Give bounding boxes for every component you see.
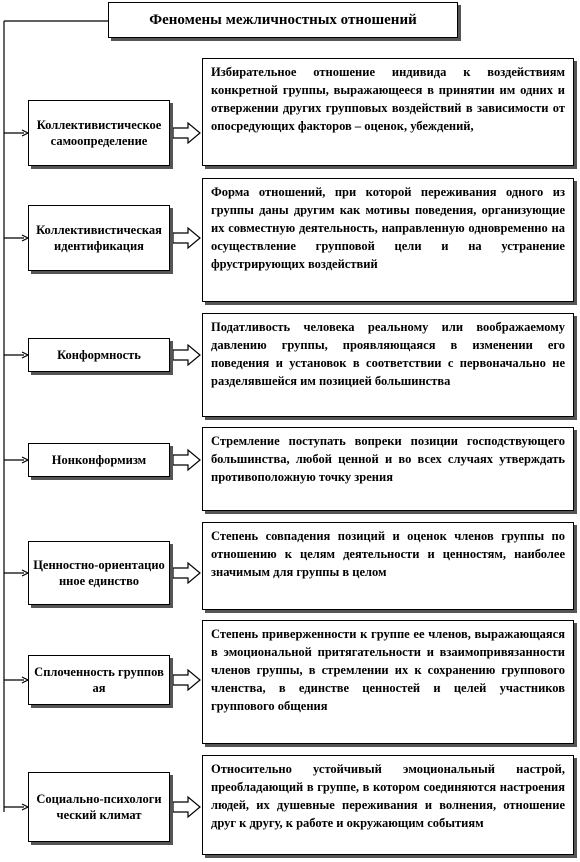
block-arrow xyxy=(173,345,200,365)
block-arrow xyxy=(173,563,200,583)
definition-box-nonconformism: Стремление поступать вопреки позиции господствующего большинства, любой ценной и во всех случаях утверждать противоположную точку зрения xyxy=(202,427,574,511)
phenomenon-box-conformity: Конформность xyxy=(28,338,170,372)
definition-box-group-cohesion: Степень приверженности к группе ее членов, выражающаяся в эмоциональной притягательности и взаимопривязанности членов группы, в стремлении их к сохранению группового членства, в единстве ценностей и целей участников группового общения xyxy=(202,620,574,744)
definition-box-conformity: Податливость человека реальному или воображаемому давлению группы, проявляющаяся в изменении его поведения и установок в соответствии с первоначально не разделявшейся им позицией большинства xyxy=(202,313,574,417)
phenomenon-box-collectivist-identification: Коллективистическая идентификация xyxy=(28,205,170,271)
diagram-title: Феномены межличностных отношений xyxy=(108,2,458,38)
phenomenon-box-value-orientation-unity: Ценностно-ориентационное единство xyxy=(28,541,170,605)
phenomenon-box-social-psychological-climate: Социально-психологический климат xyxy=(28,772,170,842)
phenomenon-box-nonconformism: Нонконформизм xyxy=(28,443,170,477)
block-arrow xyxy=(173,670,200,690)
phenomenon-box-group-cohesion: Сплоченность групповая xyxy=(28,655,170,705)
definition-box-collectivist-identification: Форма отношений, при которой переживания одного из группы даны другим как мотивы поведения, организующие их совместную деятельность, направленную одновременно на осуществление групповой цели и на устранение фрустрирующих воздействий xyxy=(202,178,574,302)
block-arrow xyxy=(173,228,200,248)
block-arrow xyxy=(173,450,200,470)
definition-box-value-orientation-unity: Степень совпадения позиций и оценок членов группы по отношению к целям деятельности и ценностям, наиболее значимым для группы в целом xyxy=(202,522,574,610)
phenomenon-box-collectivist-self-determination: Коллективистическое самоопределение xyxy=(28,100,170,166)
block-arrow xyxy=(173,797,200,817)
definition-box-social-psychological-climate: Относительно устойчивый эмоциональный настрой, преобладающий в группе, в котором соединяются настроения людей, их душевные переживания и волнения, отношение друг к другу, к работе и окружающим событиям xyxy=(202,755,574,855)
block-arrow xyxy=(173,123,200,143)
definition-box-collectivist-self-determination: Избирательное отношение индивида к воздействиям конкретной группы, выражающееся в принятии им одних и отвержении других групповых воздействий в зависимости от опосредующих факторов – оценок, убеждений, xyxy=(202,58,574,166)
